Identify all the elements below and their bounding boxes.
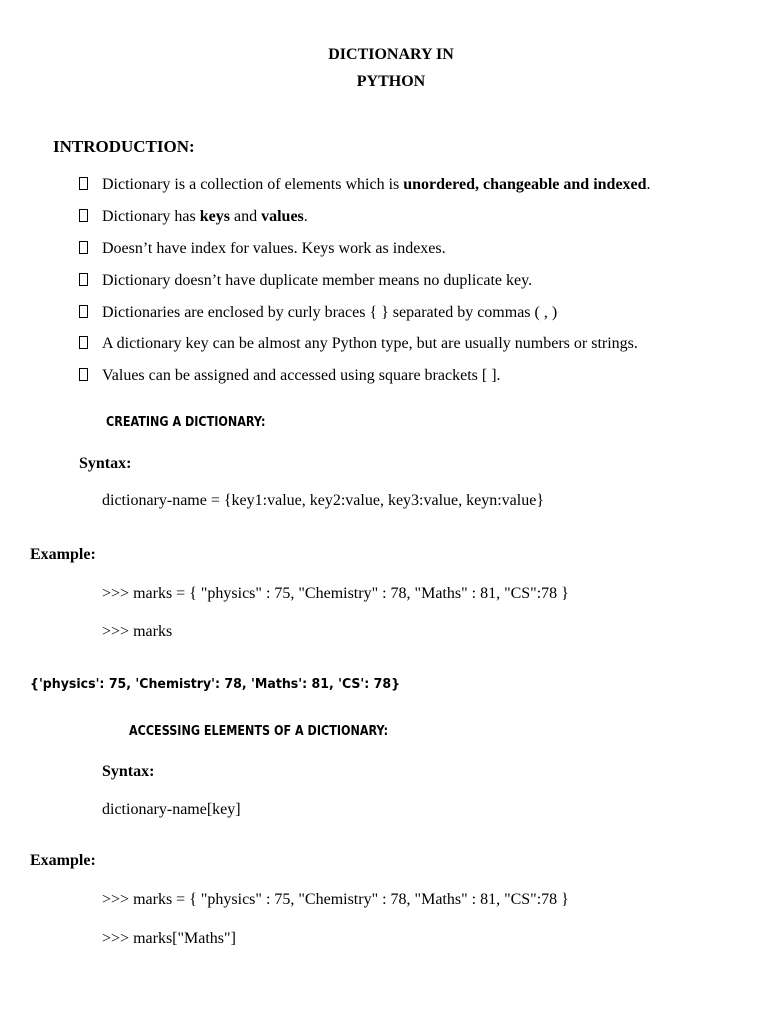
bullet-icon [79, 368, 88, 381]
bullet-text: Dictionary is a collection of elements which is [102, 176, 404, 193]
bullet-text: Values can be assigned and accessed using square brackets [ ]. [102, 367, 501, 384]
page-title-line-1: DICTIONARY IN [328, 46, 454, 63]
list-item [79, 176, 651, 194]
syntax-label: Syntax: [102, 763, 155, 780]
page-title-line-2: PYTHON [356, 73, 426, 90]
section-heading-creating: CREATING A DICTIONARY: [106, 415, 266, 430]
bullet-text: Dictionaries are enclosed by curly braces { } separated by commas ( , ) [102, 304, 558, 321]
bullet-text: Doesn’t have index for values. Keys work as indexes. [102, 240, 446, 257]
list-item [79, 208, 308, 226]
bullet-text: Dictionary has [102, 208, 200, 225]
bullet-text: . [303, 208, 308, 225]
bullet-text: Dictionary doesn’t have duplicate member means no duplicate key. [102, 272, 533, 289]
list-item [79, 335, 638, 353]
list-item [79, 304, 557, 322]
bullet-icon [79, 273, 88, 286]
code-output: {'physics': 75, 'Chemistry': 78, 'Maths': 81, 'CS': 78} [30, 676, 401, 692]
bullet-text: . [646, 176, 651, 193]
list-item [79, 272, 532, 290]
code-line: >>> marks [102, 623, 173, 640]
syntax-label: Syntax: [79, 455, 132, 472]
bullet-icon [79, 177, 88, 190]
bullet-text: and [229, 208, 262, 225]
list-item [79, 367, 501, 385]
bullet-text-bold: unordered, changeable and indexed [403, 176, 647, 193]
section-heading-accessing: ACCESSING ELEMENTS OF A DICTIONARY: [129, 724, 389, 739]
bullet-text: A dictionary key can be almost any Python type, but are usually numbers or strings. [102, 335, 638, 352]
bullet-icon [79, 209, 88, 222]
example-label: Example: [30, 546, 96, 563]
bullet-text-bold: keys [199, 208, 230, 225]
bullet-icon [79, 241, 88, 254]
introduction-heading: INTRODUCTION: [53, 137, 195, 156]
code-line: >>> marks["Maths"] [102, 930, 236, 947]
example-label: Example: [30, 852, 96, 869]
code-line: >>> marks = { "physics" : 75, "Chemistry" : 78, "Maths" : 81, "CS":78 } [102, 585, 569, 602]
bullet-icon [79, 305, 88, 318]
bullet-icon [79, 336, 88, 349]
syntax-text: dictionary-name = {key1:value, key2:value, key3:value, keyn:value} [102, 492, 545, 509]
syntax-text: dictionary-name[key] [102, 801, 241, 818]
code-line: >>> marks = { "physics" : 75, "Chemistry" : 78, "Maths" : 81, "CS":78 } [102, 891, 569, 908]
bullet-text-bold: values [261, 208, 304, 225]
list-item [79, 240, 446, 258]
